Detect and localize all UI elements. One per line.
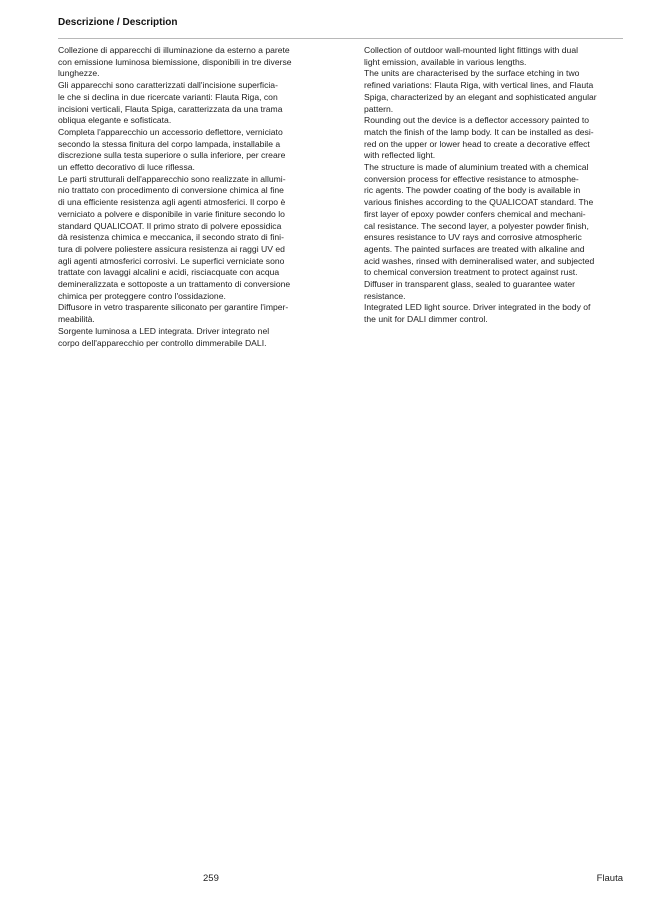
- text-line: agents. The painted surfaces are treated with alkaline and: [364, 243, 585, 254]
- text-line: Rounding out the device is a deflector accessory painted to: [364, 115, 590, 126]
- text-line: various finishes according to the QUALICOAT standard. The: [364, 197, 594, 208]
- text-line: resistance.: [364, 290, 406, 301]
- text-line: cal resistance. The second layer, a polyester powder finish,: [364, 220, 589, 231]
- text-line: standard QUALICOAT. Il primo strato di polvere epossidica: [58, 220, 282, 231]
- text-line: first layer of epoxy powder confers chemical and mechani-: [364, 208, 586, 219]
- text-line: The structure is made of aluminium treated with a chemical: [364, 162, 589, 173]
- text-line: verniciato a polvere e disponibile in varie finiture secondo lo: [58, 208, 285, 219]
- text-line: meabilità.: [58, 314, 95, 325]
- text-line: ensures resistance to UV rays and corrosive atmospheric: [364, 232, 582, 243]
- text-line: red on the upper or lower head to create a decorative effect: [364, 138, 590, 149]
- text-line: Collection of outdoor wall-mounted light fittings with dual: [364, 45, 579, 55]
- text-line: incisioni verticali, Flauta Spiga, caratterizzata da una trama: [58, 103, 283, 114]
- text-line: the unit for DALI dimmer control.: [364, 314, 488, 325]
- text-line: corpo dell'apparecchio per controllo dimmerabile DALI.: [58, 337, 267, 348]
- text-line: ric agents. The powder coating of the body is available in: [364, 185, 581, 196]
- page-number: 259: [203, 873, 219, 884]
- text-line: agli agenti atmosferici corrosivi. Le superfici verniciate sono: [58, 255, 285, 266]
- text-line: demineralizzata e sottoposte a un trattamento di conversione: [58, 279, 291, 290]
- text-line: Integrated LED light source. Driver integrated in the body of: [364, 302, 591, 313]
- text-line: Le parti strutturali dell'apparecchio sono realizzate in allumi-: [58, 173, 286, 184]
- text-line: to chemical conversion treatment to protect against rust.: [364, 267, 578, 278]
- text-line: with reflected light.: [364, 150, 436, 161]
- text-line: di una efficiente resistenza agli agenti atmosferici. Il corpo è: [58, 197, 286, 208]
- text-line: tura di polvere poliestere assicura resistenza ai raggi UV ed: [58, 243, 285, 254]
- text-line: nio trattato con procedimento di conversione chimica al fine: [58, 185, 284, 196]
- text-line: secondo la stessa finitura del corpo lampada, installabile a: [58, 138, 281, 149]
- text-line: Sorgente luminosa a LED integrata. Driver integrato nel: [58, 325, 270, 336]
- text-line: con emissione luminosa biemissione, disponibili in tre diverse: [58, 56, 292, 67]
- header-divider: [58, 38, 623, 39]
- text-line: discrezione sulla testa superiore o sulla inferiore, per creare: [58, 150, 286, 161]
- italian-description-column: [58, 45, 320, 349]
- text-line: Completa l'apparecchio un accessorio deflettore, verniciato: [58, 126, 283, 137]
- text-line: lunghezze.: [58, 68, 100, 79]
- product-name: Flauta: [596, 873, 623, 884]
- text-line: light emission, available in various lengths.: [364, 56, 527, 67]
- text-line: Diffusore in vetro trasparente siliconato per garantire l'imper-: [58, 302, 289, 313]
- text-line: Spiga, characterized by an elegant and sophisticated angular: [364, 91, 597, 102]
- text-line: The units are characterised by the surface etching in two: [364, 68, 580, 79]
- text-line: Collezione di apparecchi di illuminazione da esterno a parete: [58, 45, 290, 55]
- text-line: Gli apparecchi sono caratterizzati dall'incisione superficia-: [58, 80, 278, 91]
- text-line: Diffuser in transparent glass, sealed to guarantee water: [364, 279, 575, 290]
- text-line: chimica per proteggere contro l'ossidazione.: [58, 290, 226, 301]
- english-description-column: [364, 45, 626, 326]
- text-line: obliqua elegante e sofisticata.: [58, 115, 172, 126]
- text-line: le che si declina in due ricercate varianti: Flauta Riga, con: [58, 91, 278, 102]
- text-line: trattate con lavaggi alcalini e acidi, risciacquate con acqua: [58, 267, 280, 278]
- text-line: acid washes, rinsed with demineralised water, and subjected: [364, 255, 595, 266]
- text-line: pattern.: [364, 103, 394, 114]
- text-line: match the finish of the lamp body. It can be installed as desi-: [364, 126, 594, 137]
- text-line: refined variations: Flauta Riga, with vertical lines, and Flauta: [364, 80, 594, 91]
- text-line: un effetto decorativo di luce riflessa.: [58, 162, 195, 173]
- section-heading: Descrizione / Description: [58, 17, 178, 28]
- text-line: conversion process for effective resistance to atmosphe-: [364, 173, 579, 184]
- text-line: dà resistenza chimica e meccanica, il secondo strato di fini-: [58, 232, 284, 243]
